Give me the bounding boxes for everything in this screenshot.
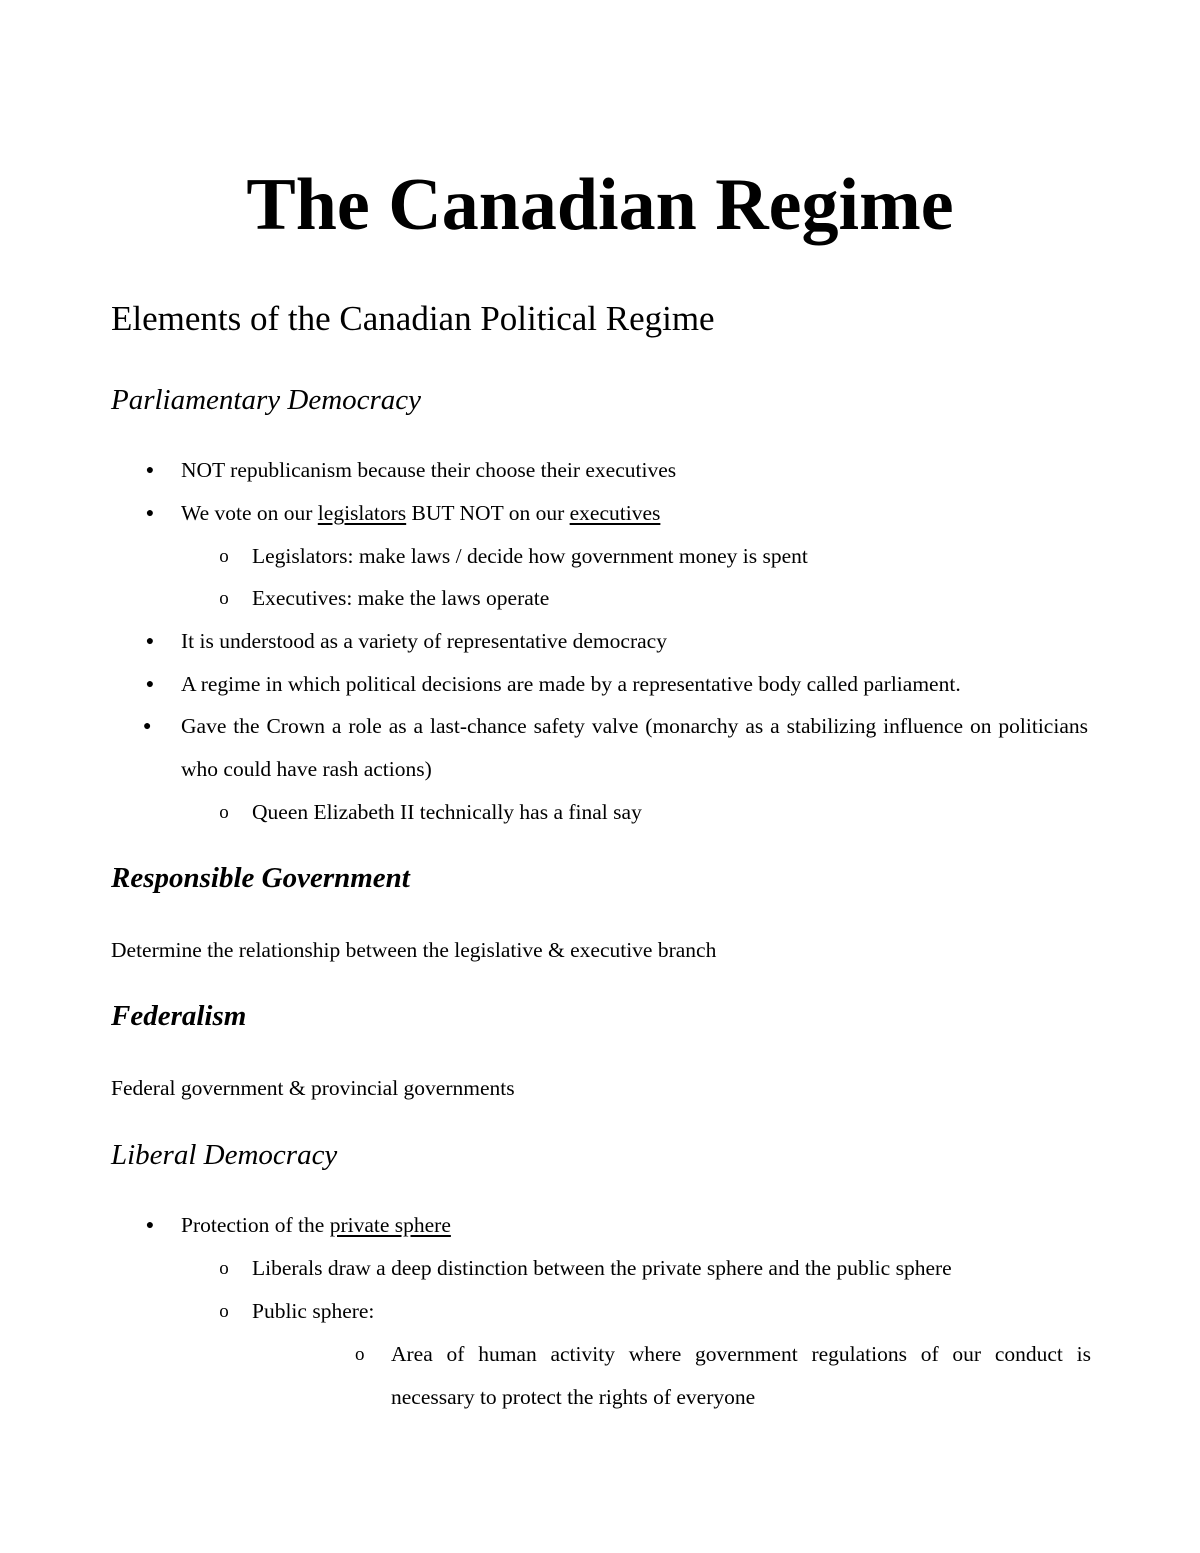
- section-text-responsible-government: Determine the relationship between the legislative & executive branch: [111, 938, 717, 962]
- list-item-text: Liberals draw a deep distinction between the private sphere and the public sphere: [252, 1256, 952, 1280]
- section-heading-liberal-democracy: Liberal Democracy: [111, 1139, 338, 1171]
- list-item: [145, 449, 1091, 492]
- list-item: [219, 577, 1092, 620]
- bullet-icon: ●: [143, 719, 152, 734]
- section-heading-parliamentary-democracy: Parliamentary Democracy: [111, 384, 422, 416]
- section-heading-responsible-government: Responsible Government: [111, 862, 410, 894]
- list-item-text: Protection of the: [181, 1213, 330, 1237]
- list-item: [219, 1247, 1092, 1290]
- list-item-text: Queen Elizabeth II technically has a final say: [252, 800, 642, 824]
- list-item-text: It is understood as a variety of representative democracy: [181, 629, 667, 653]
- bullet-icon: ●: [145, 506, 155, 521]
- list-item: [145, 663, 1091, 706]
- list-item: [355, 1333, 1091, 1419]
- list-item-text: Public sphere:: [252, 1299, 375, 1323]
- bullet-icon: ●: [145, 634, 155, 649]
- sub-bullet-icon: o: [219, 1301, 229, 1322]
- list-item-text: Gave the Crown a role as a last-chance safety valve (monarchy as a stabilizing influence on politicians who could have rash actions): [181, 714, 1088, 781]
- section-heading-federalism: Federalism: [111, 1000, 247, 1032]
- sub-bullet-icon: o: [219, 802, 229, 823]
- list-item-text: BUT NOT on our: [406, 501, 570, 525]
- list-item-text: Legislators: make laws / decide how government money is spent: [252, 544, 808, 568]
- bullet-icon: ●: [145, 677, 155, 692]
- list-item: [143, 705, 1088, 791]
- sub-bullet-icon: o: [219, 588, 229, 609]
- list-item: [219, 535, 1092, 578]
- list-item-text: Area of human activity where government regulations of our conduct is necessary to protect the rights of everyone: [391, 1342, 1091, 1409]
- list-item-text: Executives: make the laws operate: [252, 586, 550, 610]
- underlined-term-legislators: legislators: [317, 501, 407, 525]
- list-item: [145, 492, 1091, 535]
- bullet-icon: ●: [145, 1218, 155, 1233]
- page-title: The Canadian Regime: [246, 164, 954, 246]
- sub-bullet-icon: o: [219, 1258, 229, 1279]
- list-item: [145, 620, 1091, 663]
- list-item-text: We vote on our: [181, 501, 318, 525]
- list-item: [219, 791, 1092, 834]
- list-item-text: NOT republicanism because their choose their executives: [181, 458, 677, 482]
- list-item: [219, 1290, 1092, 1333]
- underlined-term-executives: executives: [569, 501, 661, 525]
- bullet-icon: ●: [145, 463, 155, 478]
- list-item: [145, 1204, 1091, 1247]
- underlined-term-private-sphere: private sphere: [329, 1213, 451, 1237]
- page-subtitle: Elements of the Canadian Political Regime: [111, 299, 715, 338]
- section-text-federalism: Federal government & provincial governments: [111, 1076, 515, 1100]
- sub-bullet-icon: o: [355, 1344, 365, 1365]
- list-item-text: A regime in which political decisions are made by a representative body called parliament.: [181, 672, 961, 696]
- sub-bullet-icon: o: [219, 546, 229, 567]
